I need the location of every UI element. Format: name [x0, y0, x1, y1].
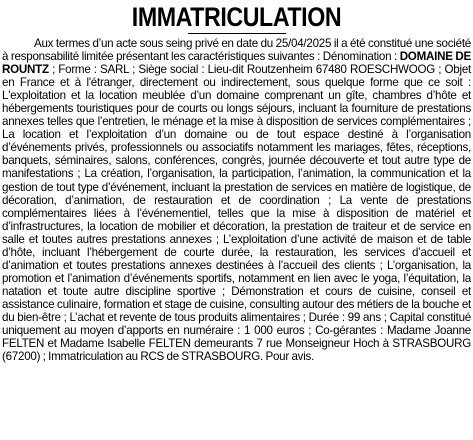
- notice-intro: Aux termes d’un acte sous seing privé en date du 25/04/2025 il a été constitué une société à responsabilité limitée présentant les caractéristiques suivantes : Dénomination :: [2, 37, 471, 64]
- notice-body: [2, 37, 471, 363]
- notice-title: IMMATRICULATION: [131, 2, 342, 32]
- notice-details: ; Forme : SARL ; Siège social : Lieu-dit Routzenheim 67480 ROESCHWOOG ; Objet en France et à l'étranger, directement ou indirectement, sous quelque forme que ce soit : L'exploitation et la location meublée d’un domaine comprenant un gîte, chambres d’hôte et hébergements touristiques pour de courts ou longs séjours, incluant la fourniture de prestations annexes telles que l’entretien, le ménage et la mise à disposition de services complémentaires ; La location et l’exploitation d’un domaine ou de tout espace destiné à l’organisation d’événements privés, professionnels ou associatifs notamment les mariages, fêtes, réceptions, banquets, séminaires, salons, conférences, congrès, journée découverte et tout autre type de manifestations ; La création, l’organisation, la participation, l’animation, la communication et la gestion de tout type d’événement, incluant la prestation de services en matière de logistique, de décoration, d’animation, de restauration et de coordination ; La vente de prestations complémentaires liées à l’événementiel, telles que la mise à disposition de matériel et d’infrastructures, la location de mobilier et décoration, la prestation de traiteur et de service en salle et toutes autres prestations annexes ; L’exploitation d’une activité de maison et de table d’hôte, incluant l’hébergement de courte durée, la restauration, les services d’accueil et d’animation et toutes prestations annexes destinées à l’accueil des clients ; L’organisation, la promotion et l’animation d’événements sportifs, notamment en lien avec le yoga, l’équitation, la natation et toute autre discipline sportive ; Démonstration et cours de cuisine, conseil et assistance culinaire, formation et stage de cuisine, consulting autour des métiers de la bouche et du bien-être ; L’achat et revente de tous produits alimentaires ; Durée : 99 ans ; Capital constitué uniquement au moyen d’apports en numéraire : 1 000 euros ; Co-gérantes : Madame Joanne FELTEN et Madame Isabelle FELTEN demeurants 7 rue Monseigneur Hoch à STRASBOURG (67200) ; Immatriculation au RCS de STRASBOURG. Pour avis.: [2, 63, 471, 364]
- title-underline: [188, 33, 286, 34]
- company-name: DOMAINE DE ROUNTZ: [2, 50, 471, 77]
